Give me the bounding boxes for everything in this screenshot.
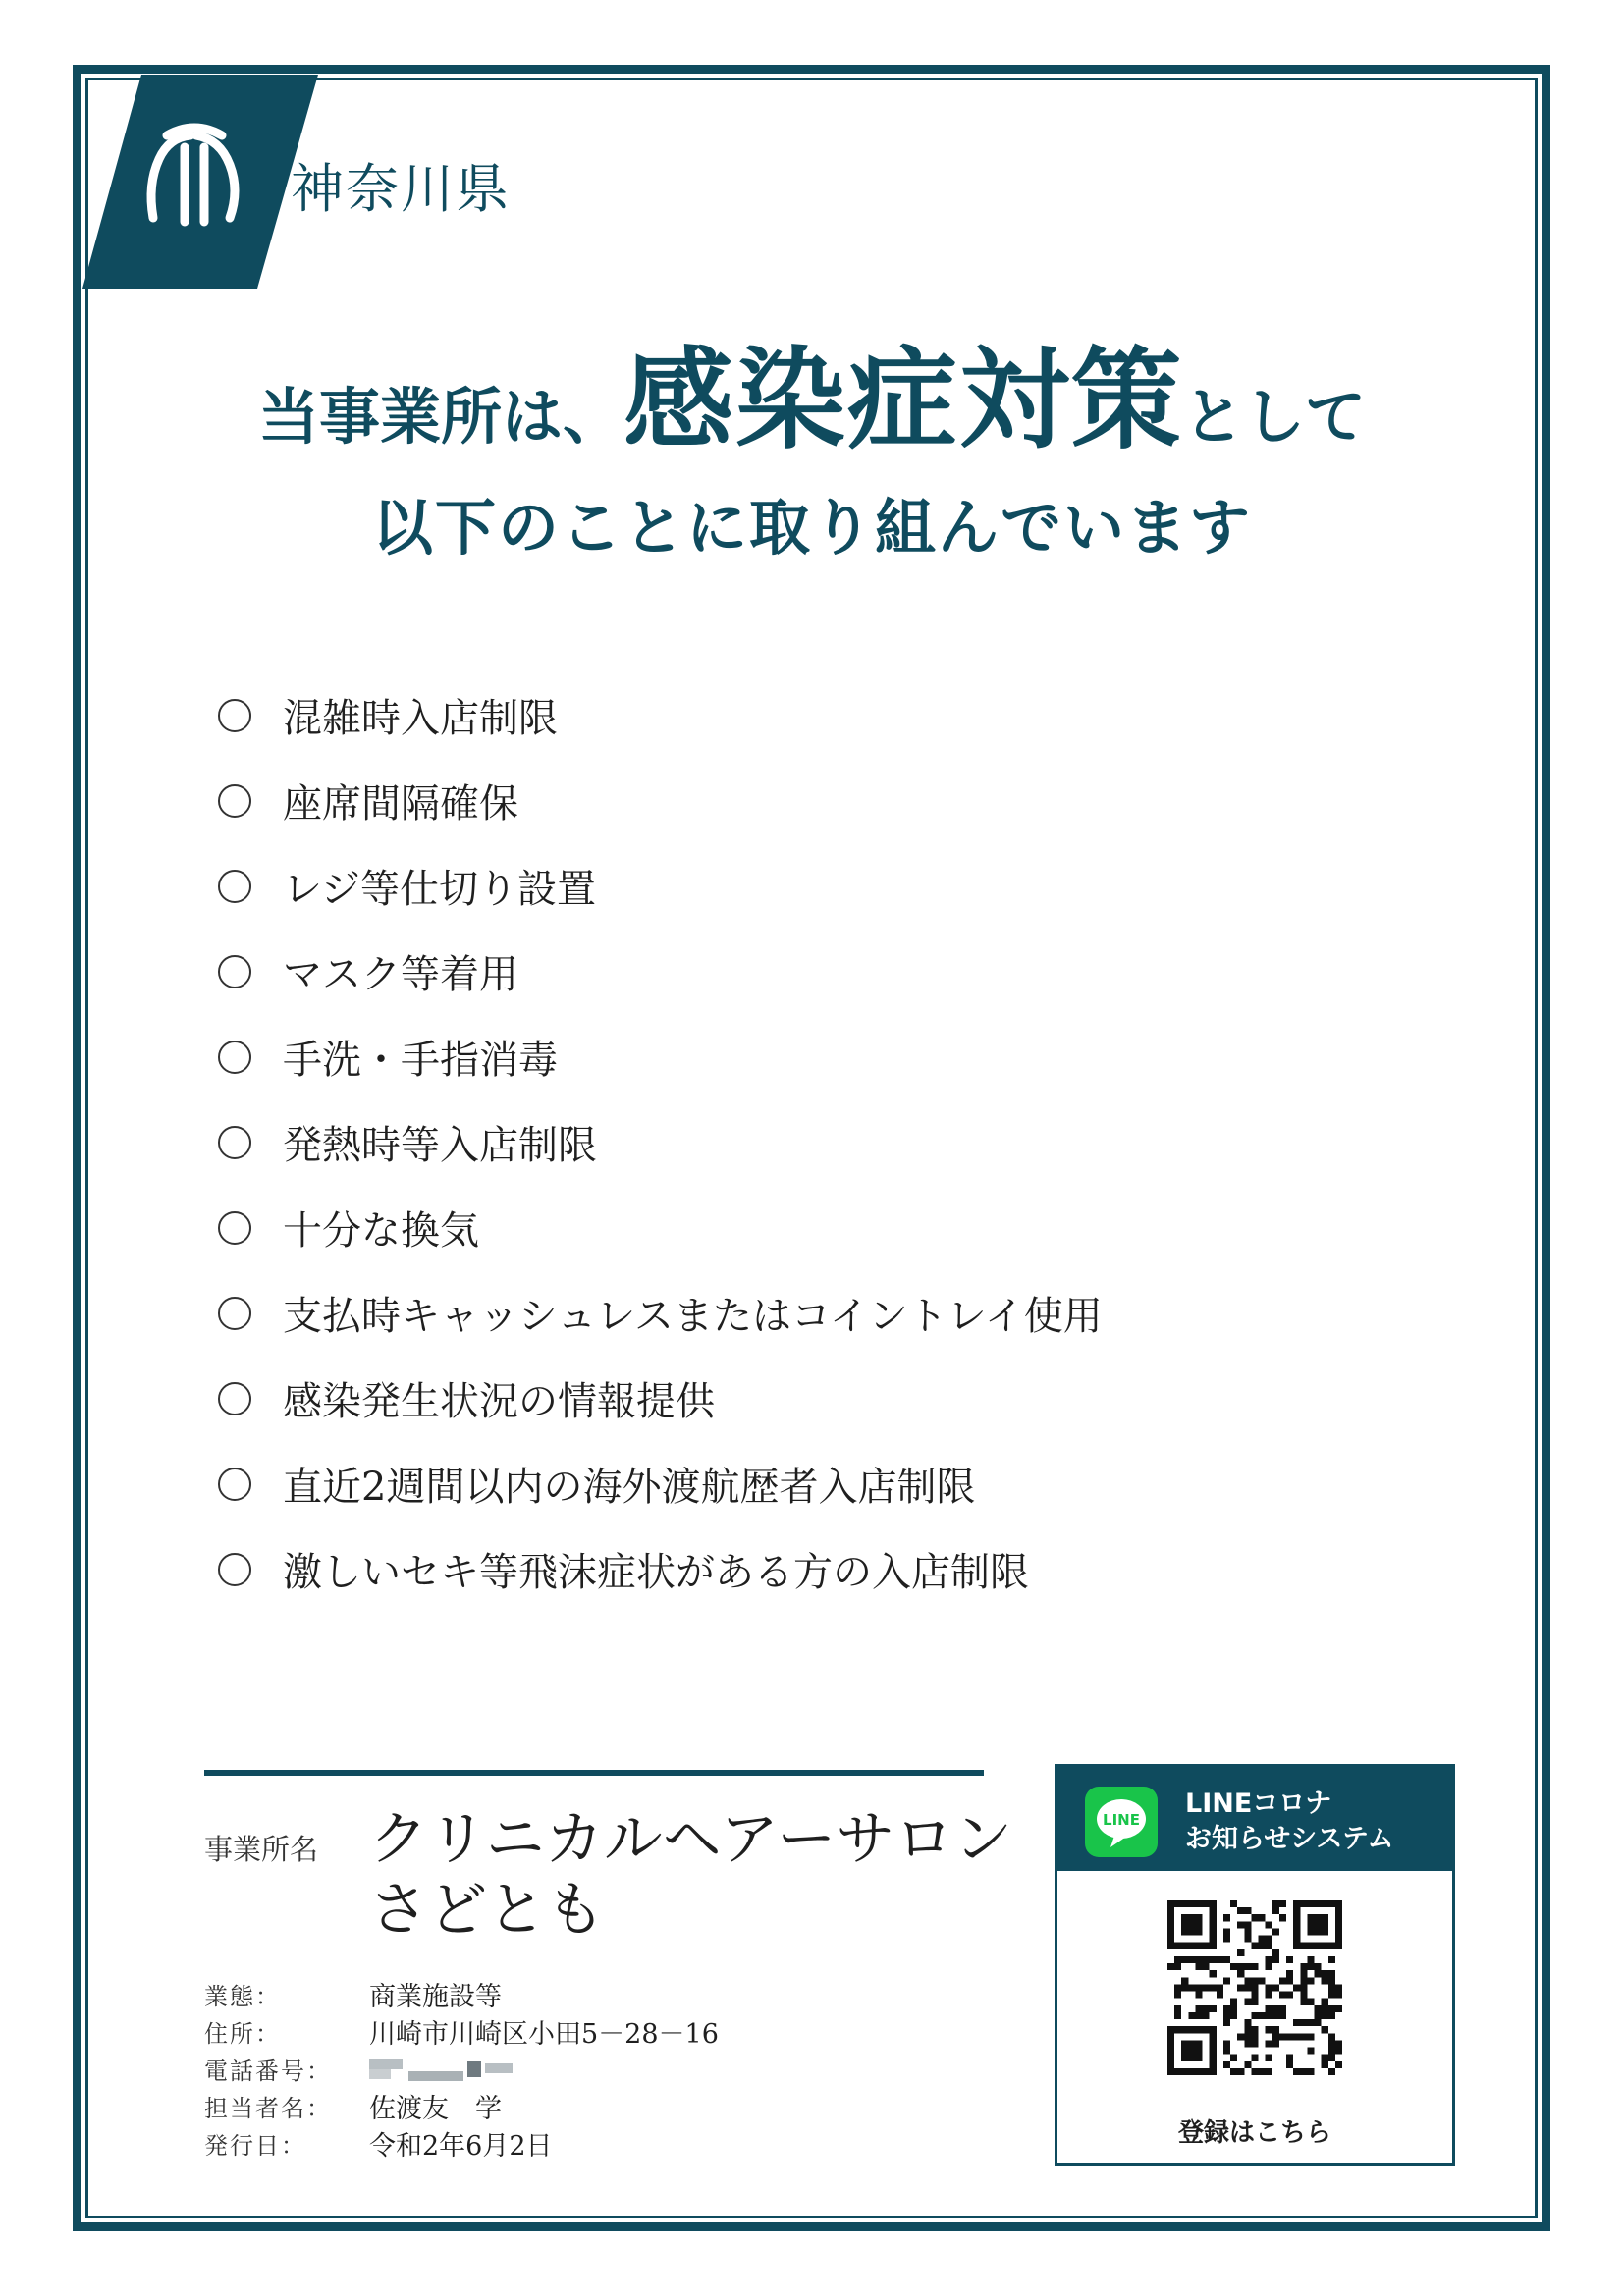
- measure-item: [218, 1185, 1103, 1270]
- headline: [0, 312, 1624, 470]
- headline-subline: 以下のことに取り組んでいます: [371, 492, 1252, 563]
- circle-icon: [218, 784, 251, 818]
- business-divider: [204, 1770, 984, 1776]
- measure-label: 手洗・手指消毒: [283, 1038, 558, 1083]
- circle-icon: [218, 1553, 251, 1586]
- measures-list: [218, 672, 1103, 1612]
- contact-label: 担当者名：: [204, 2094, 332, 2122]
- contact-value: 佐渡友 学: [369, 2093, 502, 2124]
- line-logo-text: LINE: [1103, 1811, 1140, 1829]
- measure-label: レジ等仕切り設置: [283, 867, 596, 912]
- headline-emphasis: 感染症対策: [623, 337, 1183, 464]
- measure-label: 感染発生状況の情報提供: [283, 1379, 715, 1424]
- circle-icon: [218, 870, 251, 903]
- headline-suffix: として: [1183, 381, 1367, 453]
- measure-item: [218, 843, 1103, 929]
- business-name-line1: クリニカルヘアーサロン: [369, 1805, 1013, 1874]
- detail-row-contact: [204, 2087, 719, 2124]
- business-name: [369, 1804, 1037, 1946]
- line-title: [1185, 1787, 1394, 1857]
- type-label: 業態：: [204, 1982, 281, 2010]
- measure-item: [218, 1441, 1103, 1526]
- circle-icon: [218, 955, 251, 988]
- line-header: [1057, 1767, 1452, 1871]
- circle-icon: [218, 1468, 251, 1501]
- type-value: 商業施設等: [369, 1981, 502, 2012]
- headline-prefix: 当事業所は、: [257, 381, 623, 453]
- detail-row-phone: [204, 2050, 719, 2087]
- line-logo-icon: [1085, 1787, 1158, 1857]
- issued-label: 発行日：: [204, 2131, 306, 2160]
- measure-item: [218, 929, 1103, 1014]
- measure-label: 発熱時等入店制限: [283, 1123, 597, 1168]
- detail-row-issued: [204, 2124, 719, 2162]
- address-label: 住所：: [204, 2019, 281, 2048]
- measure-item: [218, 1270, 1103, 1356]
- measure-label: 支払時キャッシュレスまたはコイントレイ使用: [283, 1294, 1103, 1339]
- measure-item: [218, 758, 1103, 843]
- address-value: 川崎市川崎区小田5－28－16: [369, 2018, 719, 2050]
- issued-value: 令和2年6月2日: [369, 2130, 553, 2162]
- measure-label: 十分な換気: [283, 1208, 479, 1254]
- measure-label: マスク等着用: [283, 952, 518, 997]
- line-title-line1: LINEコロナ: [1185, 1789, 1332, 1819]
- line-registration-box: [1055, 1764, 1455, 2166]
- business-name-label: 事業所名: [204, 1833, 319, 1866]
- circle-icon: [218, 1297, 251, 1330]
- measure-label: 激しいセキ等飛沫症状がある方の入店制限: [283, 1550, 1029, 1595]
- detail-row-type: [204, 1975, 719, 2012]
- circle-icon: [218, 1126, 251, 1159]
- business-name-line2: さどとも: [369, 1876, 605, 1945]
- circle-icon: [218, 1211, 251, 1245]
- measure-item: [218, 1356, 1103, 1441]
- measure-label: 直近2週間以内の海外渡航歴者入店制限: [283, 1465, 976, 1510]
- line-title-line2: お知らせシステム: [1185, 1824, 1394, 1854]
- measure-label: 混雑時入店制限: [283, 696, 558, 741]
- detail-row-address: [204, 2012, 719, 2050]
- prefecture-emblem-band: [82, 75, 318, 289]
- measure-item: [218, 1526, 1103, 1612]
- measure-label: 座席間隔確保: [283, 781, 518, 827]
- circle-icon: [218, 1041, 251, 1074]
- register-link[interactable]: 登録はこちら: [1177, 2118, 1331, 2148]
- business-details: [204, 1975, 719, 2162]
- circle-icon: [218, 1382, 251, 1415]
- qr-code[interactable]: [1167, 1900, 1342, 2075]
- phone-redacted: [369, 2057, 546, 2079]
- phone-label: 電話番号：: [204, 2056, 332, 2085]
- measure-item: [218, 1099, 1103, 1185]
- measure-item: [218, 672, 1103, 758]
- measure-item: [218, 1014, 1103, 1099]
- prefecture-name: 神奈川県: [291, 158, 511, 220]
- circle-icon: [218, 699, 251, 732]
